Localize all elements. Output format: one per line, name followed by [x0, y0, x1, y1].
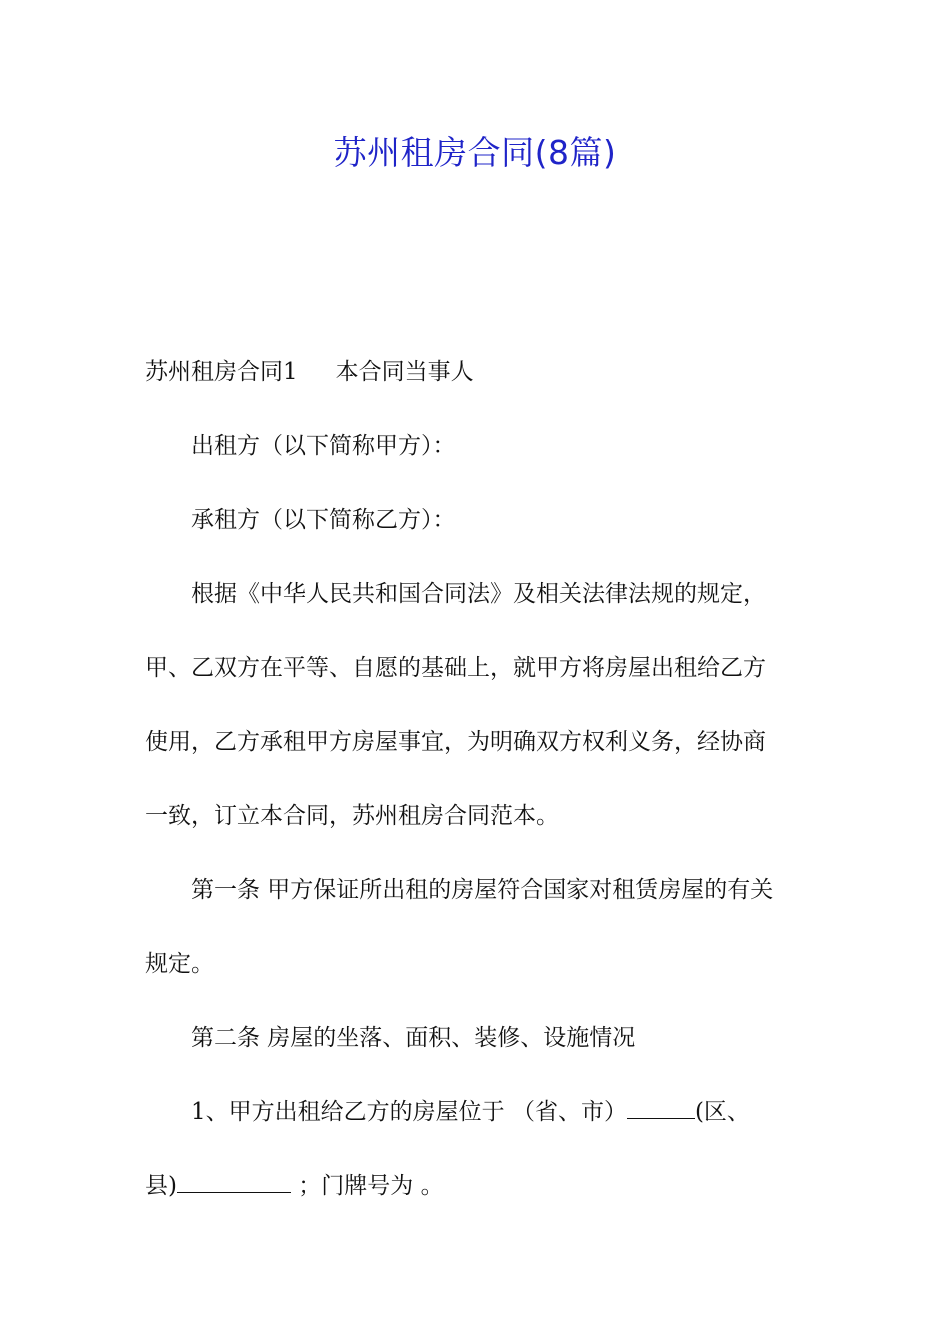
- lessor-line: 出租方（以下简称甲方）：: [191, 433, 456, 459]
- legal-basis-line-2: 甲、乙双方在平等、自愿的基础上，就甲方将房屋出租给乙方: [145, 655, 766, 681]
- contract-body: [145, 335, 810, 1223]
- legal-basis-line-1: 根据《中华人民共和国合同法》及相关法律法规的规定，: [191, 581, 766, 607]
- address-suffix-2: ；门牌号为 。: [290, 1173, 444, 1199]
- address-prefix-1: 1、甲方出租给乙方的房屋位于 （省、市）: [191, 1099, 627, 1125]
- section-subheading: 本合同当事人: [335, 359, 474, 385]
- district-blank: [627, 1099, 695, 1119]
- address-line-2: [145, 1149, 810, 1223]
- address-line-1: [145, 1075, 810, 1149]
- article-one-line-2: 规定。: [145, 951, 214, 977]
- legal-basis-line-3: 使用，乙方承租甲方房屋事宜，为明确双方权利义务，经协商: [145, 729, 766, 755]
- section-heading-line: [145, 335, 810, 409]
- article-one-line-1: 第一条 甲方保证所出租的房屋符合国家对租赁房屋的有关: [191, 877, 774, 903]
- lessee-line: 承租方（以下简称乙方）：: [191, 507, 456, 533]
- document-title: 苏州租房合同(8篇): [333, 133, 617, 172]
- county-blank: [177, 1173, 291, 1193]
- section-heading: 苏州租房合同1: [145, 359, 298, 385]
- legal-basis-line-4: 一致，订立本合同，苏州租房合同范本。: [145, 803, 559, 829]
- article-two-heading: 第二条 房屋的坐落、面积、装修、设施情况: [191, 1025, 636, 1051]
- address-prefix-2: 县): [145, 1173, 177, 1199]
- address-suffix-1: (区、: [694, 1099, 750, 1125]
